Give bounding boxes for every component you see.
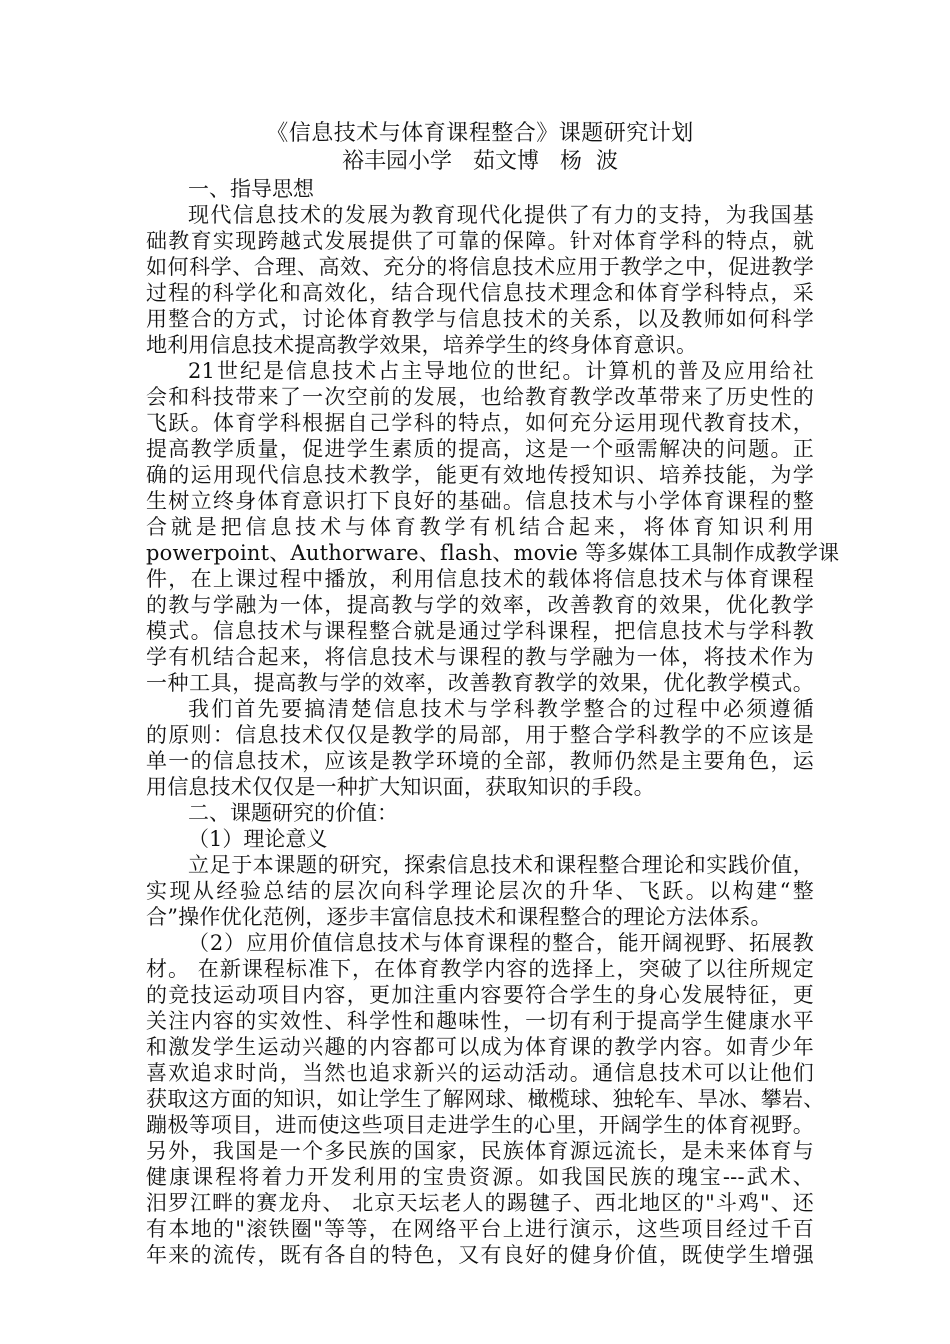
text-line: 蹦极等项目，进而使这些项目走进学生的心里，开阔学生的体育视野。 <box>146 1113 814 1137</box>
text-line: 获取这方面的知识，如让学生了解网球、橄榄球、独轮车、旱冰、攀岩、 <box>146 1087 825 1111</box>
text-line: 喜欢追求时尚，当然也追求新兴的运动活动。通信息技术可以让他们 <box>146 1061 814 1085</box>
text-line: 会和科技带来了一次空前的发展，也给教育教学改革带来了历史性的 <box>146 385 814 409</box>
text-line: 实现从经验总结的层次向科学理论层次的升华、飞跃。以构建“整 <box>146 879 814 903</box>
text-line: 年来的流传，既有各自的特色，又有良好的健身价值，既使学生增强 <box>146 1243 814 1267</box>
text-line: 的原则：信息技术仅仅是教学的局部，用于整合学科教学的不应该是 <box>146 723 814 747</box>
text-line: 21世纪是信息技术占主导地位的世纪。计算机的普及应用给社 <box>188 359 814 383</box>
document-page <box>146 120 840 1268</box>
text-line: 过程的科学化和高效化，结合现代信息技术理念和体育学科特点，采 <box>146 281 814 305</box>
text-line: 模式。信息技术与课程整合就是通过学科课程，把信息技术与学科教 <box>146 619 814 643</box>
paragraph-3 <box>146 696 814 800</box>
text-line: powerpoint、Authorware、flash、movie 等多媒体工具制作成教学课 <box>146 541 840 565</box>
text-line: 用信息技术仅仅是一种扩大知识面，获取知识的手段。 <box>146 775 655 799</box>
text-line: 合”操作优化范例，逐步丰富信息技术和课程整合的理论方法体系。 <box>146 905 772 929</box>
document-title: 《信息技术与体育课程整合》课题研究计划 <box>266 121 694 146</box>
text-line: 的教与学融为一体，提高教与学的效率，改善教育的效果，优化教学 <box>146 593 814 617</box>
text-line: 的竞技运动项目内容，更加注重内容要符合学生的身心发展特征，更 <box>146 983 814 1007</box>
text-line: 生树立终身体育意识打下良好的基础。信息技术与小学体育课程的整 <box>146 489 814 513</box>
text-line: 飞跃。体育学科根据自己学科的特点，如何充分运用现代教育技术， <box>146 411 814 435</box>
text-line: 一种工具，提高教与学的效率，改善教育教学的效果，优化教学模式。 <box>146 671 814 695</box>
text-line: 另外，我国是一个多民族的国家，民族体育源远流长，是未来体育与 <box>146 1139 814 1163</box>
text-line: 我们首先要搞清楚信息技术与学科教学整合的过程中必须遵循 <box>188 697 814 721</box>
text-line: 现代信息技术的发展为教育现代化提供了有力的支持，为我国基 <box>188 203 814 227</box>
text-line: 汨罗江畔的赛龙舟、 北京天坛老人的踢毽子、西北地区的"斗鸡"、还 <box>146 1191 814 1215</box>
paragraph-1 <box>146 202 814 358</box>
text-line: 确的运用现代信息技术教学，能更有效地传授知识、培养技能，为学 <box>146 463 814 487</box>
paragraph-5 <box>146 930 825 1268</box>
text-line: 合就是把信息技术与体育教学有机结合起来，将体育知识利用 <box>146 515 814 539</box>
text-line: 材。 在新课程标准下，在体育教学内容的选择上，突破了以往所规定 <box>146 957 814 981</box>
text-line: 单一的信息技术，应该是教学环境的全部，教师仍然是主要角色，运 <box>146 749 814 773</box>
text-line: 如何科学、合理、高效、充分的将信息技术应用于教学之中，促进教学 <box>146 255 814 279</box>
section-heading-research-value: 二、课题研究的价值： <box>188 801 398 825</box>
document-authors: 裕丰园小学 茹文博 杨 波 <box>342 149 618 174</box>
text-line: 础教育实现跨越式发展提供了可靠的保障。针对体育学科的特点，就 <box>146 229 814 253</box>
text-line: 和激发学生运动兴趣的内容都可以成为体育课的教学内容。如青少年 <box>146 1035 814 1059</box>
text-line: 件，在上课过程中播放，利用信息技术的载体将信息技术与体育课程 <box>146 567 814 591</box>
text-line: 关注内容的实效性、科学性和趣味性，一切有利于提高学生健康水平 <box>146 1009 814 1033</box>
text-line: 健康课程将着力开发利用的宝贵资源。如我国民族的瑰宝---武术、 <box>146 1165 814 1189</box>
text-line: 提高教学质量，促进学生素质的提高，这是一个亟需解决的问题。正 <box>146 437 814 461</box>
text-line: 用整合的方式，讨论体育教学与信息技术的关系，以及教师如何科学 <box>146 307 814 331</box>
section-heading-guiding-ideology: 一、指导思想 <box>188 177 314 201</box>
subheading-theoretical-significance: （1）理论意义 <box>188 827 328 851</box>
text-line: （2）应用价值信息技术与体育课程的整合，能开阔视野、拓展教 <box>188 931 814 955</box>
paragraph-2 <box>146 358 840 696</box>
text-line: 有本地的"滚铁圈"等等，在网络平台上进行演示，这些项目经过千百 <box>146 1217 814 1241</box>
text-line: 地利用信息技术提高教学效果，培养学生的终身体育意识。 <box>146 333 698 357</box>
text-line: 学有机结合起来，将信息技术与课程的教与学融为一体，将技术作为 <box>146 645 814 669</box>
paragraph-4 <box>146 852 814 930</box>
text-line: 立足于本课题的研究，探索信息技术和课程整合理论和实践价值， <box>188 853 814 877</box>
